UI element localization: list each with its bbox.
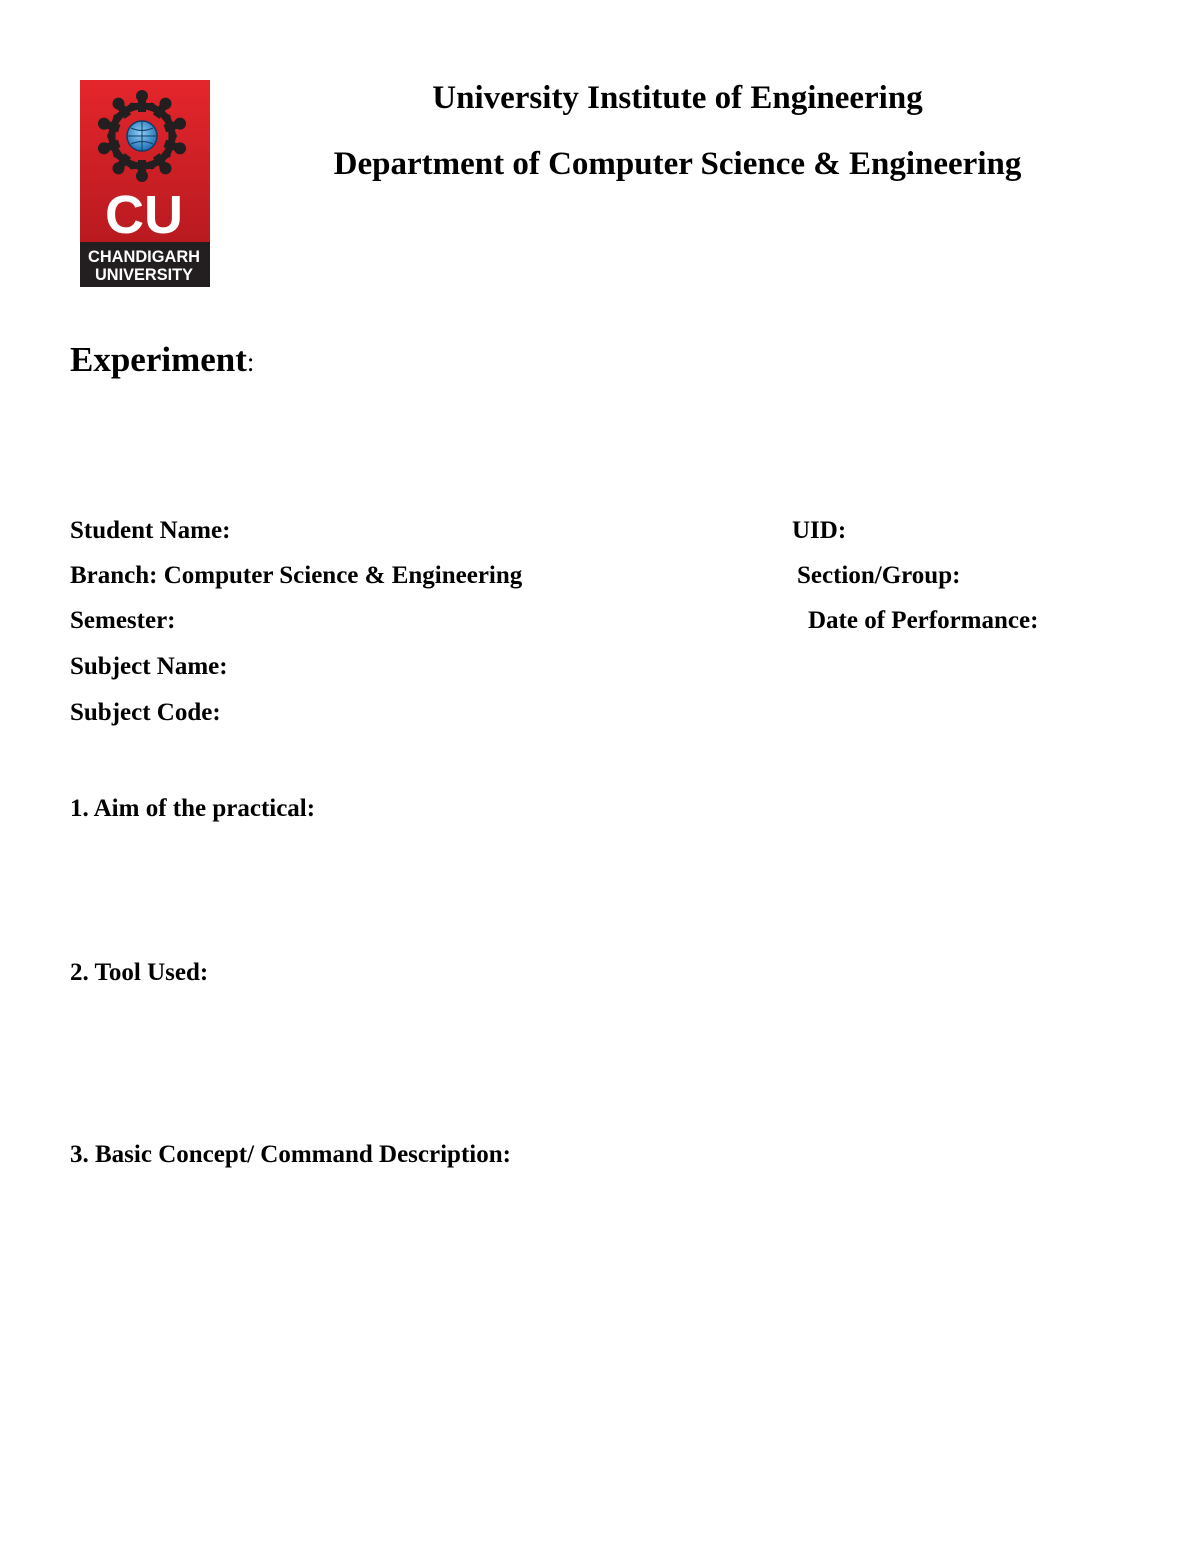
logo-line2: UNIVERSITY [95, 265, 194, 284]
institute-title: University Institute of Engineering [432, 80, 923, 116]
semester-label: Semester: [70, 607, 176, 634]
logo-line1: CHANDIGARH [88, 247, 200, 266]
student-name-label: Student Name: [70, 517, 231, 544]
experiment-label: Experiment [70, 340, 247, 379]
section-tool-heading: 2. Tool Used: [70, 959, 209, 986]
experiment-heading [70, 340, 254, 380]
section-aim-heading: 1. Aim of the practical: [70, 795, 316, 822]
section-concept-heading: 3. Basic Concept/ Command Description: [70, 1141, 511, 1168]
uid-label: UID: [792, 517, 847, 544]
department-title: Department of Computer Science & Engineering [333, 146, 1022, 182]
subject-code-label: Subject Code: [70, 699, 221, 726]
logo-abbrev: CU [105, 185, 183, 245]
subject-name-label: Subject Name: [70, 653, 228, 680]
date-of-performance-label: Date of Performance: [808, 607, 1039, 634]
section-group-label: Section/Group: [797, 562, 961, 589]
branch-label: Branch: Computer Science & Engineering [70, 562, 523, 589]
experiment-colon: : [246, 347, 255, 377]
